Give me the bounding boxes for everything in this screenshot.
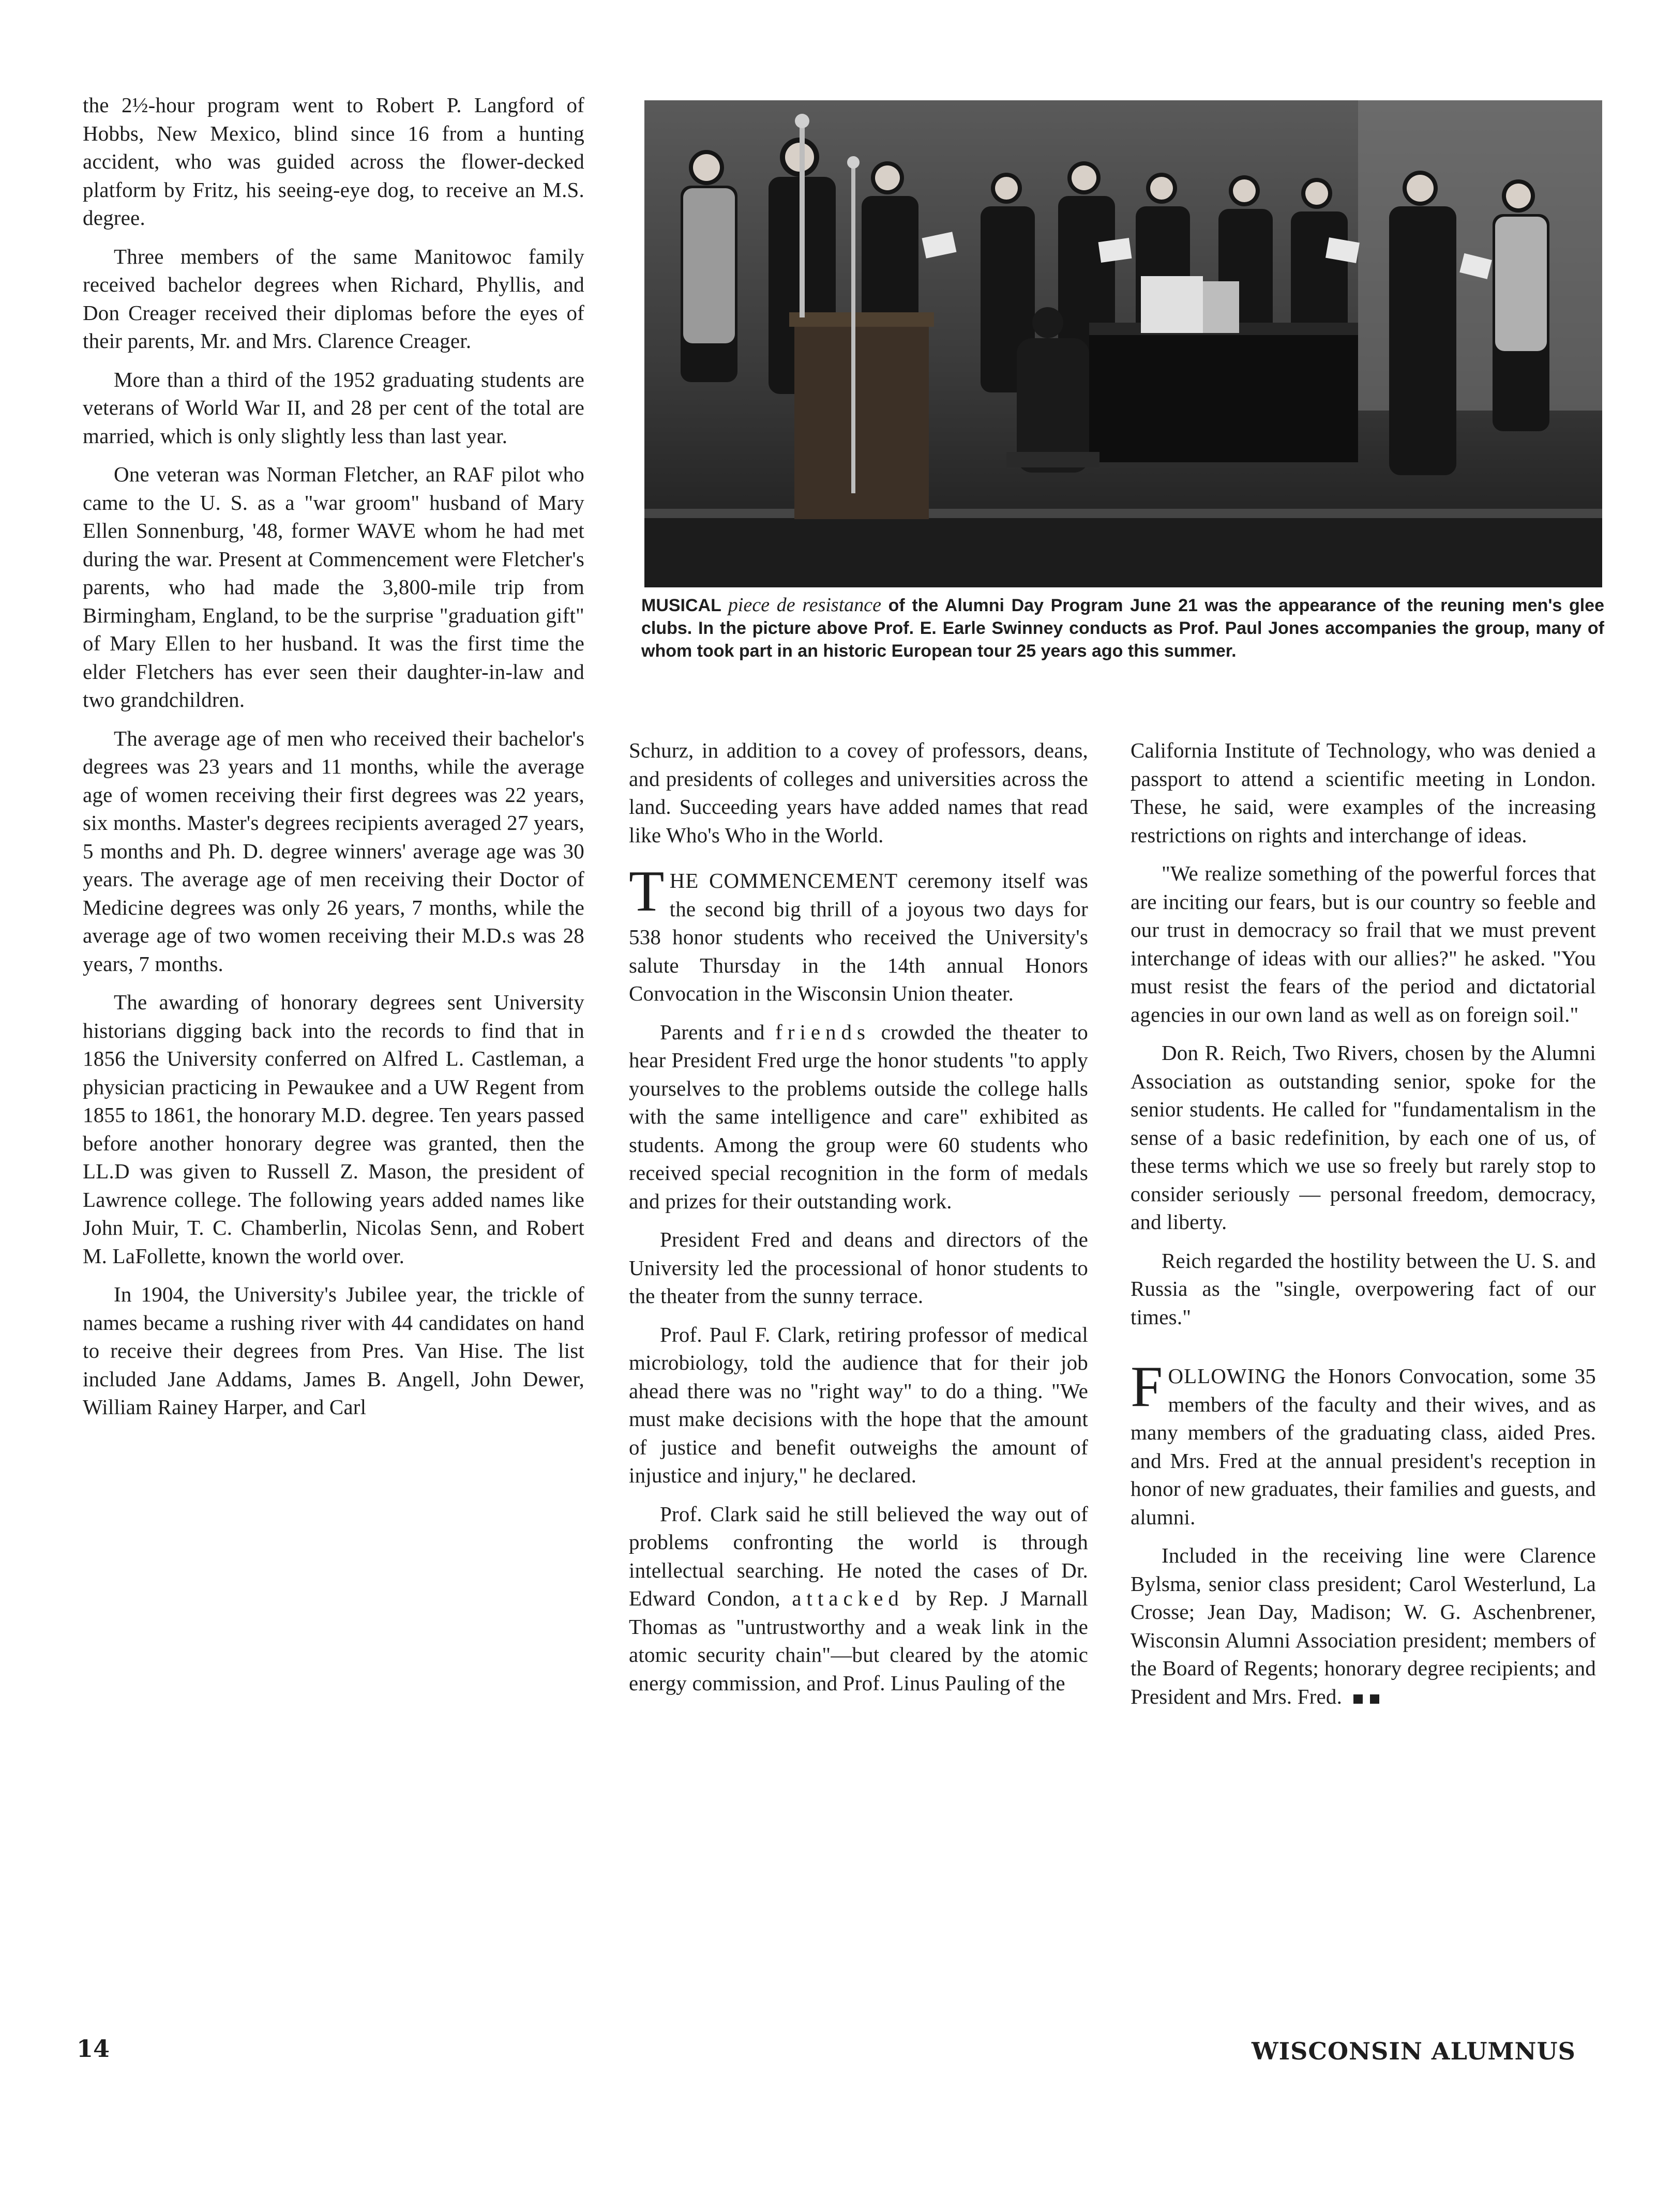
paragraph (629, 1500, 1088, 1698)
section-lead: HE COMMENCEMENT (669, 869, 898, 892)
magazine-title: WISCONSIN ALUMNUS (1252, 2037, 1576, 2065)
end-mark (1370, 1694, 1379, 1704)
paragraph: Prof. Paul F. Clark, retiring professor of medical microbiology, told the audience that for their job ahead there was no "right way" to do a thing. "We must make decisions with the hope that the amount of justice and benefit outweighs the amount of injustice and injury," he declared. (629, 1322, 1088, 1487)
paragraph-text: Included in the receiving line were Clarence Bylsma, senior class president; Carol Westerlund, La Crosse; Jean Day, Madison; W. G. Aschenbrener, Wisconsin Alumni Association president; members of the Board of Regents; honorary degree recipients; and President and Mrs. Fred. (1131, 1543, 1596, 1708)
paragraph: President Fred and deans and directors of the University led the processional of honor students to the theater from the sunny terrace. (629, 1228, 1088, 1308)
paragraph: The average age of men who received their bachelor's degrees was 23 years and 11 months, while the average age of women receiving their first degrees was 22 years, six months. Master's degrees recipients averaged 27 years, 5 months and Ph. D. degree winners' average age was 30 years. The average age of men receiving their Doctor of Medicine degrees was only 26 years, 7 months, while the average age of two women receiving their M.D.s was 28 years, 7 months. (83, 726, 584, 976)
section-lead: OLLOWING (1168, 1364, 1287, 1388)
spaced-word: attacked (792, 1586, 904, 1610)
caption-text: of the Alumni Day Program June 21 was the appearance of the reuning men's glee clubs. In the picture above Prof. E. Earle Swinney conducts as Prof. Paul Jones accompanies the group, many of whom took part in an historic European tour 25 years ago this summer. (641, 596, 1604, 661)
paragraph: "We realize something of the powerful forces that are inciting our fears, but is our country so feeble and our trust in democracy so frail that we must prevent interchange of ideas with our allies?" he asked. "You must resist the fears of the period and dictatorial agencies in our own land as well as on foreign soil." (1131, 861, 1596, 1026)
paragraph: One veteran was Norman Fletcher, an RAF pilot who came to the U. S. as a "war groom" husband of Mary Ellen Sonnenburg, '48, former WAVE whom he had met during the war. Present at Commencement were Fletcher's parents, who had made the 3,800-mile trip from Birmingham, England, to be the surprise "graduation gift" of Mary Ellen to her husband. It was the first time the elder Fletchers has ever seen their daughter-in-law and two grandchildren. (83, 462, 584, 711)
paragraph: the 2½-hour program went to Robert P. Langford of Hobbs, New Mexico, blind since 16 from a hunting accident, who was guided across the flower-decked platform by Fritz, his seeing-eye dog, to receive an M.S. degree. (83, 93, 584, 230)
paragraph: The awarding of honorary degrees sent University historians digging back into the records to find that in 1856 the University conferred on Alfred L. Castleman, a physician practicing in Pewaukee and a UW Regent from 1855 to 1861, the honorary M.D. degree. Ten years passed before another honorary degree was granted, then the LL.D was given to Russell Z. Mason, the president of Lawrence college. The following years added names like John Muir, T. C. Chamberlin, Nicolas Senn, and Robert M. LaFollette, known the world over. (83, 990, 584, 1268)
paragraph: Don R. Reich, Two Rivers, chosen by the Alumni Association as outstanding senior, spoke for the senior students. He called for "fundamentalism in the sense of a basic redefinition, by each one of us, of these terms which we use so freely but rarely stop to consider seriously — personal freedom, democracy, and liberty. (1131, 1041, 1596, 1234)
article-column-2 (629, 736, 1088, 1707)
paragraph-text: Prof. Clark said he still believed the way out of problems confronting the world is through intellectual searching. He noted the cases of Dr. Edward Condon, (629, 1502, 1088, 1610)
end-mark (1353, 1694, 1363, 1704)
section-paragraph (1131, 1355, 1596, 1531)
page-number: 14 (77, 2035, 110, 2063)
paragraph-text: ceremony itself was the second big thrill of a joyous two days for 538 honor students who received the University's salute Thursday in the 14th annual Honors Convocation in the Wisconsin Union theater. (629, 869, 1089, 1005)
glee-club-photo-illustration (644, 100, 1602, 587)
paragraph: More than a third of the 1952 graduating students are veterans of World War II, and 28 per cent of the total are married, which is only slightly less than last year. (83, 367, 584, 448)
photo-caption (641, 594, 1604, 662)
drop-cap: T (629, 859, 665, 923)
drop-cap: F (1131, 1355, 1163, 1419)
paragraph: Schurz, in addition to a covey of professors, deans, and presidents of colleges and universities across the land. Succeeding years have added names that read like Who's Who in the World. (629, 738, 1088, 847)
paragraph: Reich regarded the hostility between the U. S. and Russia as the "single, overpowering fact of our times." (1131, 1248, 1596, 1329)
spaced-word: friends (775, 1020, 871, 1044)
paragraph: Three members of the same Manitowoc family received bachelor degrees when Richard, Phyllis, and Don Creager received their diplomas before the eyes of their parents, Mr. and Mrs. Clarence Creager. (83, 244, 584, 353)
section-paragraph (629, 859, 1089, 1008)
paragraph-text: Parents and (660, 1020, 776, 1044)
paragraph: California Institute of Technology, who was denied a passport to attend a scientific meeting in London. These, he said, were examples of the increasing restrictions on rights and interchange of ideas. (1131, 738, 1596, 847)
glee-club-photo (644, 100, 1602, 587)
paragraph (1131, 1541, 1596, 1710)
article-column-1 (83, 91, 584, 1432)
article-column-3 (1131, 736, 1596, 1721)
paragraph-text: the Honors Convocation, some 35 members of the faculty and their wives, and as many members of the graduating class, aided Pres. and Mrs. Fred at the annual president's reception in honor of new graduates, their families and guests, and alumni. (1131, 1364, 1596, 1529)
paragraph-text: by Rep. J Marnall Thomas as "untrustworthy and a weak link in the atomic security chain"—but cleared by the atomic energy commission, and Prof. Linus Pauling of the (629, 1586, 1088, 1695)
caption-keyword: MUSICAL (641, 596, 721, 615)
paragraph (629, 1018, 1088, 1216)
caption-italic: piece de resistance (728, 594, 882, 616)
paragraph-text: crowded the theater to hear President Fred urge the honor students "to apply yourselves to the problems outside the college halls with the same intelligence and care" exhibited as students. Among the group were 60 students who received special recognition in the form of medals and prizes for their outstanding work. (629, 1020, 1088, 1213)
paragraph: In 1904, the University's Jubilee year, the trickle of names became a rushing river with 44 candidates on hand to receive their degrees from Pres. Van Hise. The list included Jane Addams, James B. Angell, John Dewer, William Rainey Harper, and Carl (83, 1282, 584, 1419)
